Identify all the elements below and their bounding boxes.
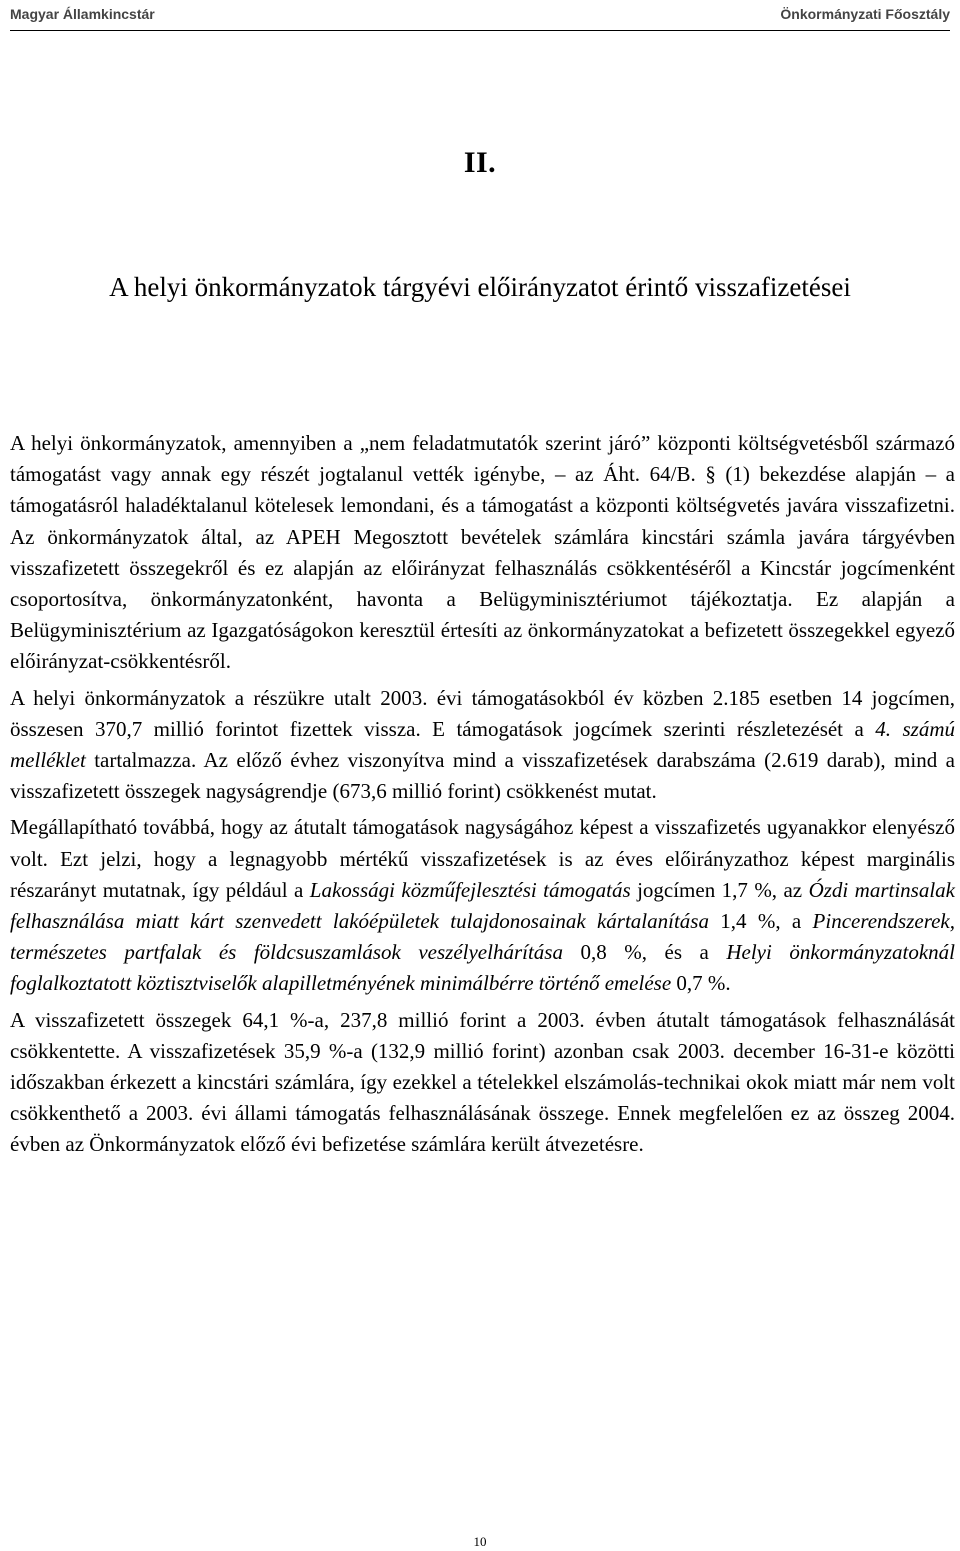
header-left-text: Magyar Államkincstár (10, 6, 155, 22)
text-run: jogcímen 1,7 %, az (630, 877, 809, 902)
body-text (10, 428, 955, 1161)
document-title: A helyi önkormányzatok tárgyévi előirányzatot érintő visszafizetései (109, 272, 851, 302)
paragraph (10, 683, 955, 808)
section-number: II. (463, 146, 497, 179)
text-run: Megállapítható továbbá, hogy az átutalt támogatások nagyságához képest a visszafizetés ugyanakkor elenyésző volt. Ezt jelzi, hogy a legnagyobb mértékű visszafizetések is az éves előirányzathoz képest marginális részarányt mutatnak, így például a (10, 815, 955, 902)
paragraph (10, 812, 955, 999)
italic-text: Pincerendszerek, természetes partfalak és földcsuszamlások veszélyelhárítása (10, 909, 955, 965)
text-run: 0,8 %, és a (562, 940, 727, 965)
italic-text: Lakossági közműfejlesztési támogatás (309, 877, 631, 902)
text-run: 0,7 %. (671, 971, 731, 996)
text-run: 1,4 %, a (708, 909, 813, 934)
paragraph (10, 1005, 955, 1161)
italic-text: Ózdi martinsalak felhasználása miatt kárt szenvedett lakóépületek tulajdonosainak kártalanítása (10, 877, 955, 934)
text-run: A helyi önkormányzatok, amennyiben a „nem feladatmutatók szerint járó” központi költségvetésből származó támogatást vagy annak egy részét jogtalanul vették igénybe, – az Áht. 64/B. § (1) bekezdése alapján – a támogatásról haladéktalanul kötelesek lemondani, és a támogatást a központi költségvetés javára visszafizetni. Az önkormányzatok által, az APEH Megosztott bevételek számlára kincstári számla javára tárgyévben visszafizetett összegekről és ez alapján az előirányzat felhasználás csökkentéséről a Kincstár jogcímenként csoportosítva, önkormányzatonként, havonta a Belügyminisztériumot tájékoztatja. Ez alapján a Belügyminisztérium az Igazgatóságokon keresztül értesíti az önkormányzatokat a befizetett összegekkel egyező előirányzat-csökkentésről. (10, 431, 955, 674)
text-run: A helyi önkormányzatok a részükre utalt 2003. évi támogatásokból év közben 2.185 esetben 14 jogcímen, összesen 370,7 millió forintot fizettek vissza. E támogatások jogcímek szerinti részletezését a (10, 685, 955, 741)
paragraph (10, 428, 955, 678)
text-run: tartalmazza. Az előző évhez viszonyítva mind a visszafizetések darabszáma (2.619 darab), mind a visszafizetett összegek nagyságrendje (673,6 millió forint) csökkenést mutat. (10, 748, 955, 804)
italic-text: Helyi önkormányzatoknál foglalkoztatott köztisztviselők alapilletményének minimálbérre történő emelése (10, 940, 955, 996)
header-right-text: Önkormányzati Főosztály (780, 6, 950, 22)
italic-text: 4. számú melléklet (10, 716, 955, 773)
page-header (10, 6, 950, 31)
page-number: 10 (473, 1534, 487, 1549)
text-run: A visszafizetett összegek 64,1 %-a, 237,8 millió forint a 2003. évben átutalt támogatások felhasználását csökkentette. A visszafizetések 35,9 %-a (132,9 millió forint) azonban csak 2003. december 16-31-e közötti időszakban érkezett a kincstári számlára, így ezekkel a tételekkel elszámolás-technikai okok miatt már nem volt csökkenthető a 2003. évi állami támogatás felhasználásának összege. Ennek megfelelően ez az összeg 2004. évben az Önkormányzatok előző évi befizetése számlára került átvezetésre. (10, 1007, 955, 1157)
